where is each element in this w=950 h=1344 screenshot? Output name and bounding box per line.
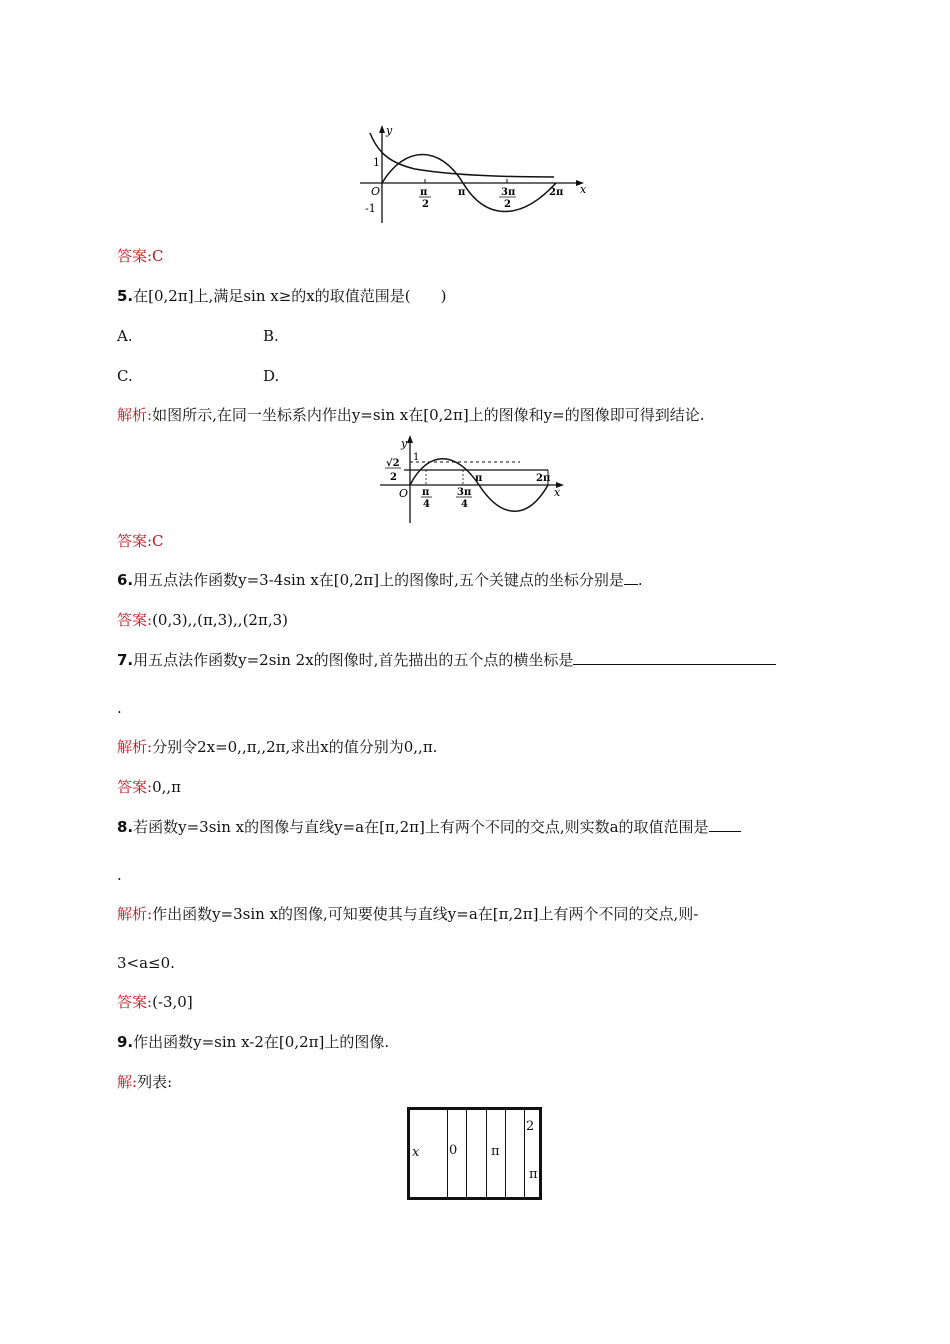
explanation-5-label: 解析: (117, 406, 153, 424)
tick-2pi: 2π (536, 473, 551, 484)
table-divider (447, 1110, 448, 1197)
question-8 (117, 817, 741, 837)
answer-6-label: 答案: (117, 611, 153, 629)
table-cell-2pi-bottom: π (529, 1167, 538, 1182)
question-5-text: 在[0,2π]上,满足sin x≥的x的取值范围是( ) (133, 287, 447, 305)
decreasing-curve (370, 133, 554, 177)
tick-pi-over-2-den: 2 (422, 199, 429, 210)
explanation-8-text: 作出函数y=3sin x的图像,可知要使其与直线y=a在[π,2π]上有两个不同的交点,则- (152, 905, 699, 923)
y-axis-label: y (386, 125, 393, 137)
question-5-number: 5. (117, 287, 134, 305)
answer-5: 答案:C (117, 532, 164, 550)
question-6-text: 用五点法作函数y=3-4sin x在[0,2π]上的图像时,五个关键点的坐标分别是 (133, 571, 624, 589)
option-c: C. (117, 367, 133, 385)
tick-pi-over-4-den: 4 (423, 499, 430, 510)
tick-3pi-over-2-num: 3π (501, 187, 516, 198)
question-6-number: 6. (117, 571, 134, 589)
question-7-blank (573, 650, 776, 665)
solution-9-label: 解: (117, 1073, 138, 1091)
explanation-8-label: 解析: (117, 905, 153, 923)
explanation-7 (117, 737, 437, 757)
solution-9 (117, 1072, 172, 1092)
table-cell-2pi-top: 2 (526, 1119, 535, 1134)
tick-2pi: 2π (549, 187, 564, 198)
tick-3pi-over-4-num: 3π (457, 487, 472, 498)
tick-pi: π (475, 473, 483, 484)
x-axis-label: x (580, 183, 587, 196)
tick-3pi-over-2-den: 2 (504, 199, 511, 210)
answer-8-text: (-3,0] (152, 993, 193, 1011)
tick-1: 1 (373, 156, 380, 169)
explanation-8 (117, 904, 698, 924)
answer-4: 答案:C (117, 247, 164, 265)
tick-sqrt2-over-2-den: 2 (390, 472, 397, 483)
answer-7-label: 答案: (117, 778, 153, 796)
question-8-period: . (117, 866, 122, 884)
answer-7-text: 0,,π (152, 778, 182, 796)
y-axis-arrow (407, 435, 413, 443)
x-axis-label: x (554, 486, 561, 499)
option-b: B. (263, 327, 279, 345)
tick-minus-1: -1 (365, 202, 376, 215)
question-9-text: 作出函数y=sin x-2在[0,2π]上的图像. (133, 1033, 390, 1051)
question-9 (117, 1032, 389, 1052)
answer-6 (117, 610, 288, 630)
table-divider (466, 1110, 467, 1197)
question-8-text: 若函数y=3sin x的图像与直线y=a在[π,2π]上有两个不同的交点,则实数a的取值范围是 (133, 818, 709, 836)
explanation-7-label: 解析: (117, 738, 153, 756)
solution-9-text: 列表: (137, 1073, 173, 1091)
question-9-number: 9. (117, 1033, 134, 1051)
explanation-8-continued: 3<a≤0. (117, 954, 175, 972)
tick-pi-over-2-num: π (420, 187, 428, 198)
tick-3pi-over-4-den: 4 (461, 499, 468, 510)
period: . (637, 571, 643, 589)
y-axis-label: y (401, 437, 408, 450)
answer-7 (117, 777, 181, 797)
explanation-5-text: 如图所示,在同一坐标系内作出y=sin x在[0,2π]上的图像和y=的图像即可得到结论. (152, 406, 705, 424)
option-d: D. (263, 367, 280, 385)
question-5 (117, 286, 446, 306)
question-6 (117, 570, 643, 590)
value-table (407, 1107, 542, 1200)
origin-label: O (399, 487, 409, 500)
answer-8-label: 答案: (117, 993, 153, 1011)
y-axis-arrow (379, 125, 385, 133)
question-8-number: 8. (117, 818, 134, 836)
table-divider (486, 1110, 487, 1197)
question-7-text: 用五点法作函数y=2sin 2x的图像时,首先描出的五个点的横坐标是 (133, 651, 574, 669)
answer-6-text: (0,3),,(π,3),,(2π,3) (152, 611, 288, 629)
figure-1-graph (360, 125, 590, 225)
question-7-number: 7. (117, 651, 134, 669)
tick-1: 1 (413, 452, 420, 463)
table-cell-0: 0 (449, 1143, 458, 1158)
explanation-5 (117, 405, 705, 425)
tick-pi: π (458, 187, 466, 198)
tick-sqrt2-over-2-num: √2 (386, 458, 400, 469)
question-6-blank (624, 570, 638, 585)
origin-label: O (371, 185, 381, 198)
answer-8 (117, 992, 193, 1012)
option-a: A. (117, 327, 133, 345)
question-7 (117, 650, 776, 670)
explanation-7-text: 分别令2x=0,,π,,2π,求出x的值分别为0,,π. (152, 738, 438, 756)
table-divider (524, 1110, 525, 1197)
tick-pi-over-4-num: π (422, 487, 430, 498)
table-header-x: x (412, 1145, 420, 1160)
table-divider (505, 1110, 506, 1197)
question-7-period: . (117, 699, 122, 717)
question-8-blank (709, 817, 741, 832)
figure-2-graph (380, 435, 570, 525)
table-cell-pi: π (491, 1144, 500, 1159)
